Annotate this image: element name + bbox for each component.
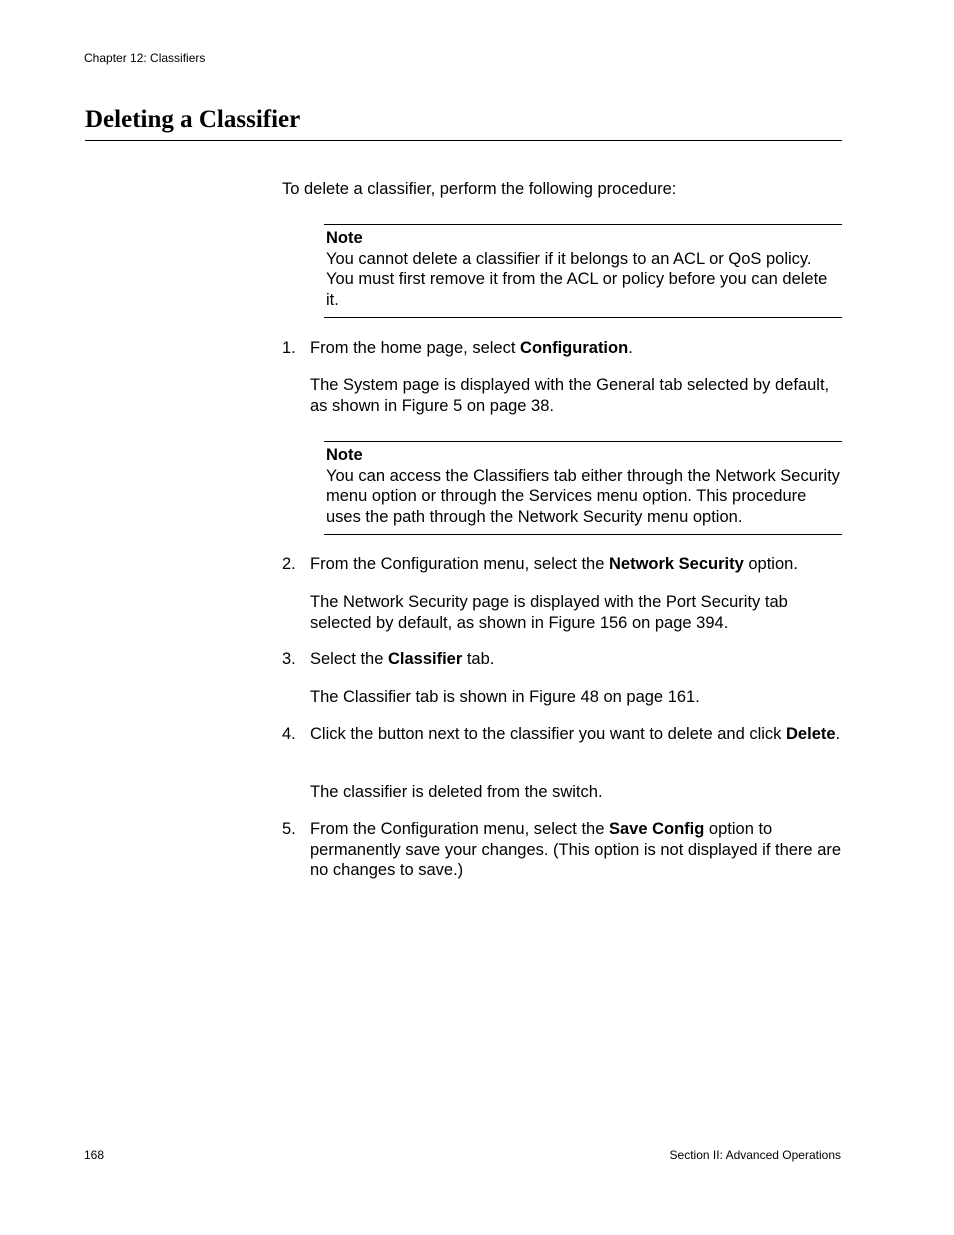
note-body: You can access the Classifiers tab either through the Network Security menu option or through the Services menu option. This procedure uses the path through the Network Security menu option.: [326, 466, 840, 526]
note-title: Note: [326, 229, 363, 247]
note-box: [324, 224, 842, 318]
running-header: Chapter 12: Classifiers: [84, 51, 206, 65]
step-number: 1.: [282, 339, 296, 357]
step-1-result: The System page is displayed with the General tab selected by default, as shown in Figure 5 on page 38.: [310, 376, 830, 415]
step-4: Click the button next to the classifier you want to delete and click Delete.: [310, 725, 841, 743]
title-rule: [85, 140, 842, 141]
section-title: Deleting a Classifier: [85, 106, 301, 133]
step-4-result: The classifier is deleted from the switch.: [310, 783, 603, 801]
step-1: From the home page, select Configuration.: [310, 339, 633, 357]
step-number: 3.: [282, 650, 296, 668]
step-3-result: The Classifier tab is shown in Figure 48 on page 161.: [310, 688, 700, 706]
intro-text: To delete a classifier, perform the following procedure:: [282, 180, 677, 198]
step-number: 5.: [282, 820, 296, 838]
step-5: From the Configuration menu, select the Save Config option to permanently save your changes. (This option is not displayed if there are no changes to save.): [310, 820, 842, 879]
section-footer: Section II: Advanced Operations: [669, 1148, 841, 1162]
step-number: 2.: [282, 555, 296, 573]
note-box: [324, 441, 842, 535]
page-number: 168: [84, 1148, 105, 1162]
step-3: Select the Classifier tab.: [310, 650, 495, 668]
step-2: From the Configuration menu, select the Network Security option.: [310, 555, 798, 573]
step-2-result: The Network Security page is displayed with the Port Security tab selected by default, as shown in Figure 156 on page 394.: [310, 593, 788, 632]
note-body: You cannot delete a classifier if it belongs to an ACL or QoS policy. You must first remove it from the ACL or policy before you can delete it.: [326, 249, 828, 309]
note-title: Note: [326, 446, 363, 464]
step-number: 4.: [282, 725, 296, 743]
